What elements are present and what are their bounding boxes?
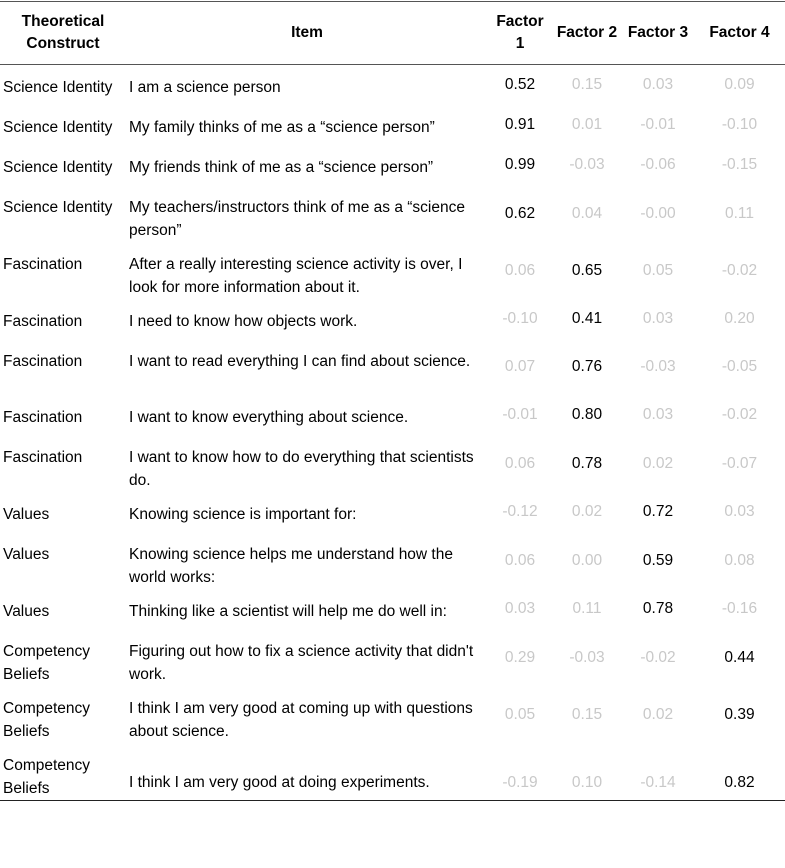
factor-4-loading: 0.11 bbox=[724, 204, 755, 222]
factor-2-loading: 0.00 bbox=[571, 551, 603, 569]
table-row bbox=[0, 65, 785, 105]
item-cell: I am a science person bbox=[129, 79, 281, 96]
construct-cell: Science Identity bbox=[3, 79, 113, 96]
factor-3-loading: 0.03 bbox=[642, 406, 674, 423]
factor-4-loading: -0.05 bbox=[721, 358, 758, 375]
table-row bbox=[0, 105, 785, 145]
item-cell: I think I am very good at coming up with questions about science. bbox=[129, 699, 473, 740]
header-factor-2: Factor 2 bbox=[556, 24, 618, 41]
factor-1-loading: 0.06 bbox=[504, 551, 536, 569]
table-row bbox=[0, 299, 785, 339]
factor-4-loading: -0.16 bbox=[721, 600, 758, 617]
factor-2-loading: 0.80 bbox=[571, 406, 603, 423]
factor-1-loading: -0.10 bbox=[502, 310, 538, 327]
factor-3-loading: 0.03 bbox=[642, 310, 674, 327]
factor-2-loading: -0.03 bbox=[569, 648, 605, 666]
factor-1-loading: 0.06 bbox=[504, 454, 536, 472]
factor-2-loading: 0.41 bbox=[571, 310, 603, 327]
item-cell: Knowing science helps me understand how the world works: bbox=[129, 545, 453, 586]
factor-4-loading: 0.82 bbox=[724, 773, 755, 791]
item-cell: After a really interesting science activity is over, I look for more information about it. bbox=[129, 255, 463, 296]
header-row bbox=[0, 2, 785, 65]
construct-cell: Values bbox=[3, 505, 50, 523]
factor-1-loading: -0.19 bbox=[502, 773, 538, 791]
item-cell: I want to read everything I can find about science. bbox=[129, 352, 471, 370]
factor-2-loading: 0.01 bbox=[571, 116, 603, 133]
factor-4-loading: -0.02 bbox=[721, 261, 758, 279]
construct-cell: Science Identity bbox=[3, 118, 113, 136]
factor-1-loading: 0.03 bbox=[504, 600, 536, 617]
factor-2-loading: 0.76 bbox=[571, 358, 603, 375]
factor-3-loading: -0.01 bbox=[640, 116, 676, 133]
factor-1-loading: 0.29 bbox=[504, 648, 536, 666]
factor-2-loading: 0.04 bbox=[571, 204, 603, 222]
header-item: Item bbox=[291, 24, 323, 41]
factor-2-loading: 0.10 bbox=[571, 773, 603, 791]
factor-4-loading: 0.09 bbox=[724, 76, 755, 94]
factor-2-loading: 0.15 bbox=[571, 76, 603, 94]
factor-1-loading: -0.12 bbox=[502, 503, 538, 520]
factor-2-loading: 0.11 bbox=[572, 600, 602, 617]
factor-3-loading: -0.14 bbox=[640, 773, 676, 791]
item-cell: My family thinks of me as a “science person” bbox=[129, 118, 435, 136]
factor-3-loading: 0.03 bbox=[642, 76, 674, 94]
table-row bbox=[0, 629, 785, 686]
item-cell: I want to know how to do everything that scientists do. bbox=[129, 448, 474, 489]
construct-cell: Fascination bbox=[3, 448, 83, 466]
header-construct: Theoretical Construct bbox=[21, 13, 105, 52]
construct-cell: Science Identity bbox=[3, 198, 113, 216]
factor-3-loading: -0.00 bbox=[640, 204, 676, 222]
factor-4-loading: 0.20 bbox=[724, 310, 755, 327]
factor-4-loading: 0.08 bbox=[724, 551, 755, 569]
table-row bbox=[0, 743, 785, 801]
factor-2-loading: 0.02 bbox=[571, 503, 603, 520]
factor-3-loading: 0.05 bbox=[642, 261, 674, 279]
table-row bbox=[0, 532, 785, 589]
factor-1-loading: 0.07 bbox=[504, 358, 536, 375]
table-row bbox=[0, 185, 785, 242]
factor-4-loading: 0.44 bbox=[724, 648, 755, 666]
table-row bbox=[0, 492, 785, 532]
item-cell: I want to know everything about science. bbox=[129, 408, 409, 426]
factor-3-loading: 0.78 bbox=[642, 600, 674, 617]
header-factor-4: Factor 4 bbox=[709, 24, 770, 41]
factor-4-loading: 0.39 bbox=[724, 705, 755, 723]
construct-cell: Competency Beliefs bbox=[3, 699, 91, 740]
construct-cell: Fascination bbox=[3, 408, 83, 426]
header-factor-1: Factor 1 bbox=[496, 13, 544, 52]
factor-1-loading: 0.62 bbox=[504, 204, 536, 222]
item-cell: I think I am very good at doing experiments. bbox=[129, 773, 430, 791]
table-row bbox=[0, 339, 785, 395]
factor-1-loading: -0.01 bbox=[502, 406, 538, 423]
item-cell: My friends think of me as a “science person” bbox=[129, 158, 434, 176]
factor-3-loading: 0.59 bbox=[642, 551, 674, 569]
table-row bbox=[0, 686, 785, 743]
factor-3-loading: 0.72 bbox=[642, 503, 674, 520]
factor-3-loading: 0.02 bbox=[642, 705, 674, 723]
factor-3-loading: -0.02 bbox=[640, 648, 676, 666]
factor-1-loading: 0.91 bbox=[504, 116, 536, 133]
factor-3-loading: 0.02 bbox=[642, 454, 674, 472]
factor-1-loading: 0.06 bbox=[504, 261, 536, 279]
factor-2-loading: -0.03 bbox=[569, 156, 605, 173]
table-row bbox=[0, 589, 785, 629]
factor-3-loading: -0.03 bbox=[640, 358, 676, 375]
factor-1-loading: 0.99 bbox=[504, 156, 536, 173]
table-row bbox=[0, 395, 785, 435]
construct-cell: Values bbox=[3, 602, 50, 620]
construct-cell: Competency Beliefs bbox=[3, 756, 91, 797]
factor-4-loading: -0.10 bbox=[721, 116, 758, 133]
construct-cell: Fascination bbox=[3, 352, 83, 370]
factor-1-loading: 0.05 bbox=[504, 705, 536, 723]
factor-loadings-table bbox=[0, 1, 785, 801]
item-cell: Thinking like a scientist will help me do well in: bbox=[129, 602, 447, 620]
construct-cell: Science Identity bbox=[3, 158, 113, 176]
factor-2-loading: 0.15 bbox=[571, 705, 603, 723]
table-row bbox=[0, 145, 785, 185]
table-row bbox=[0, 242, 785, 299]
item-cell: I need to know how objects work. bbox=[129, 312, 358, 330]
factor-4-loading: -0.15 bbox=[721, 156, 758, 173]
header-factor-3: Factor 3 bbox=[627, 24, 689, 41]
factor-2-loading: 0.65 bbox=[571, 261, 603, 279]
factor-4-loading: -0.07 bbox=[721, 454, 758, 472]
factor-4-loading: -0.02 bbox=[721, 406, 758, 423]
item-cell: Figuring out how to fix a science activity that didn't work. bbox=[129, 642, 474, 683]
factor-4-loading: 0.03 bbox=[724, 503, 755, 520]
construct-cell: Values bbox=[3, 545, 50, 563]
table-row bbox=[0, 435, 785, 492]
item-cell: Knowing science is important for: bbox=[129, 505, 357, 523]
factor-3-loading: -0.06 bbox=[640, 156, 676, 173]
item-cell: My teachers/instructors think of me as a “science person” bbox=[129, 198, 465, 239]
factor-2-loading: 0.78 bbox=[571, 454, 603, 472]
construct-cell: Fascination bbox=[3, 312, 83, 330]
construct-cell: Competency Beliefs bbox=[3, 642, 91, 683]
factor-1-loading: 0.52 bbox=[504, 76, 536, 94]
construct-cell: Fascination bbox=[3, 255, 83, 273]
